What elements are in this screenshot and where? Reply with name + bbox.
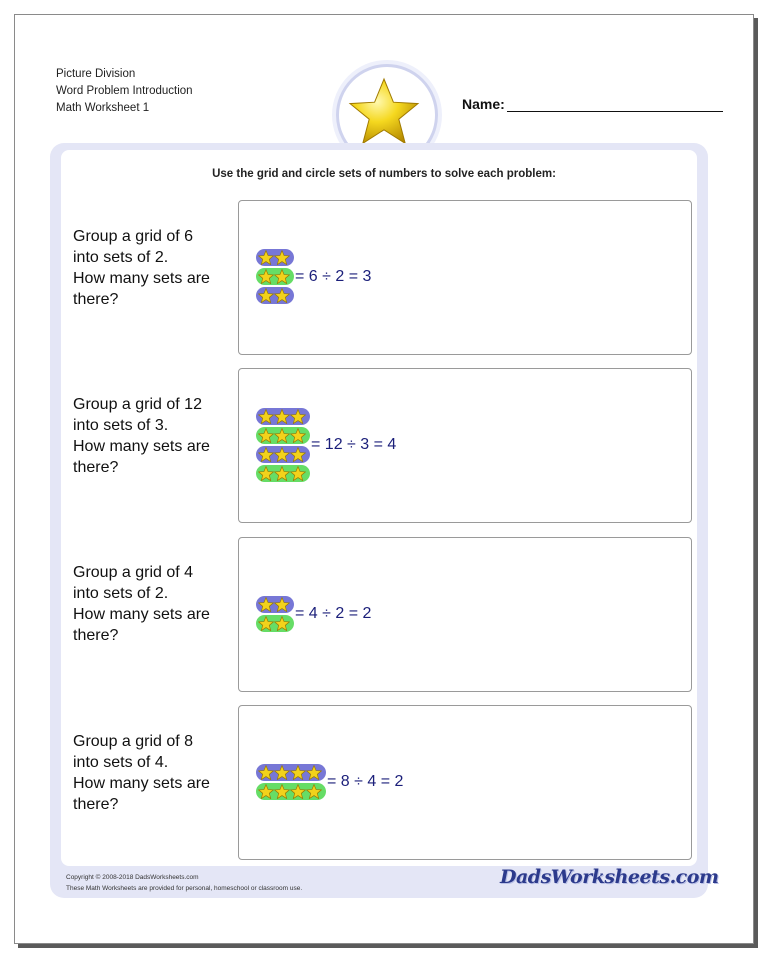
- usage-note: These Math Worksheets are provided for personal, homeschool or classroom use.: [66, 885, 303, 892]
- problem-line: into sets of 4.: [73, 754, 169, 771]
- problem-line: Group a grid of 12: [73, 396, 202, 413]
- star-icon: [258, 784, 274, 799]
- problem-line: into sets of 2.: [73, 585, 169, 602]
- star-icon: [258, 269, 274, 284]
- answer-box[interactable]: [238, 537, 692, 692]
- problem-line: How many sets are: [73, 606, 210, 623]
- footer: [66, 872, 302, 894]
- worksheet-title: [56, 66, 193, 117]
- star-group: [256, 764, 326, 781]
- star-icon: [306, 765, 322, 780]
- problem-line: there?: [73, 291, 119, 308]
- problem-text: [73, 226, 233, 310]
- answer-box[interactable]: [238, 705, 692, 860]
- star-icon: [274, 784, 290, 799]
- division-equation: = 12 ÷ 3 = 4: [311, 436, 397, 453]
- star-icon: [290, 765, 306, 780]
- problem-line: Group a grid of 8: [73, 733, 194, 750]
- problem-line: into sets of 3.: [73, 417, 169, 434]
- problem-line: How many sets are: [73, 270, 210, 287]
- star-group: [256, 446, 310, 463]
- problem-text: [73, 562, 233, 646]
- answer-box[interactable]: [238, 200, 692, 355]
- star-icon: [258, 409, 274, 424]
- star-icon: [274, 447, 290, 462]
- star-icon: [258, 447, 274, 462]
- star-icon: [258, 288, 274, 303]
- star-icon: [290, 447, 306, 462]
- name-line[interactable]: [507, 97, 723, 112]
- star-icon: [274, 765, 290, 780]
- star-group: [256, 596, 294, 613]
- problem-text: [73, 731, 233, 815]
- star-icon: [274, 269, 290, 284]
- star-icon: [348, 75, 420, 147]
- star-icon: [306, 784, 322, 799]
- star-icon: [258, 250, 274, 265]
- star-group: [256, 427, 310, 444]
- star-icon: [258, 616, 274, 631]
- star-icon: [290, 428, 306, 443]
- star-icon: [258, 466, 274, 481]
- star-icon: [274, 250, 290, 265]
- star-icon: [290, 409, 306, 424]
- star-icon: [274, 466, 290, 481]
- title-line-1: Picture Division: [56, 68, 136, 80]
- problem-line: into sets of 2.: [73, 249, 169, 266]
- instructions: Use the grid and circle sets of numbers to solve each problem:: [212, 168, 556, 180]
- division-equation: = 6 ÷ 2 = 3: [295, 267, 372, 285]
- name-field[interactable]: [462, 96, 723, 112]
- star-icon: [290, 466, 306, 481]
- division-equation: = 8 ÷ 4 = 2: [327, 773, 404, 790]
- star-icon: [258, 428, 274, 443]
- name-label: Name:: [462, 96, 505, 112]
- star-icon: [290, 784, 306, 799]
- star-group: [256, 408, 310, 425]
- star-icon: [274, 616, 290, 631]
- star-group: [256, 287, 294, 304]
- problem-line: there?: [73, 796, 119, 813]
- problem-line: How many sets are: [73, 775, 210, 792]
- star-group: [256, 249, 294, 266]
- problem-line: How many sets are: [73, 438, 210, 455]
- problem-line: there?: [73, 459, 119, 476]
- copyright-text: Copyright © 2008-2018 DadsWorksheets.com: [66, 874, 199, 881]
- problem-line: Group a grid of 4: [73, 564, 194, 581]
- problem-line: there?: [73, 627, 119, 644]
- answer-box[interactable]: [238, 368, 692, 523]
- star-icon: [258, 765, 274, 780]
- problem-line: Group a grid of 6: [73, 228, 194, 245]
- star-group: [256, 615, 294, 632]
- title-line-2: Word Problem Introduction: [56, 85, 193, 97]
- star-group: [256, 783, 326, 800]
- dadsworksheets-logo: DadsWorksheets.com: [500, 866, 719, 888]
- star-group: [256, 465, 310, 482]
- star-group: [256, 268, 294, 285]
- star-icon: [274, 409, 290, 424]
- division-equation: = 4 ÷ 2 = 2: [295, 605, 372, 622]
- title-line-3: Math Worksheet 1: [56, 102, 150, 114]
- star-icon: [274, 597, 290, 612]
- star-icon: [274, 428, 290, 443]
- star-icon: [274, 288, 290, 303]
- star-icon: [258, 597, 274, 612]
- problem-text: [73, 394, 233, 478]
